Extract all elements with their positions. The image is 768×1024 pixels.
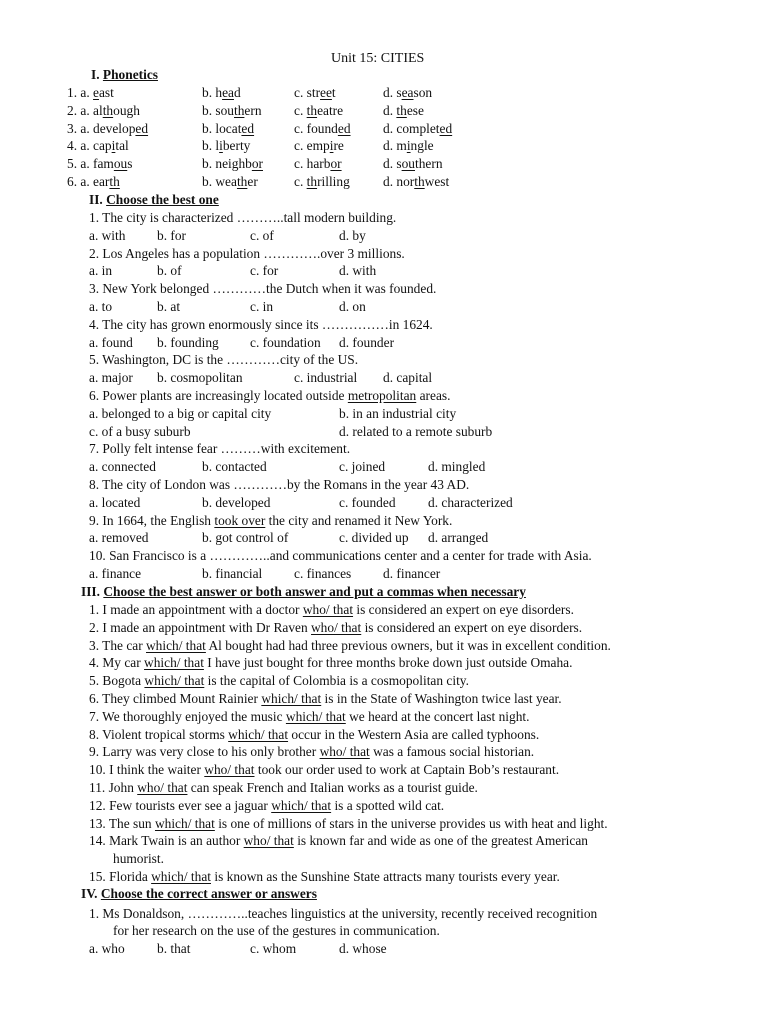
relative-clause-sentence: 11. John who/ that can speak French and Italian works as a tourist guide. (89, 780, 478, 795)
mcq-option: b. contacted (202, 459, 267, 475)
mcq-option: b. at (157, 299, 181, 314)
mcq-option: d. arranged (428, 530, 489, 546)
phonetics-option: b. liberty (202, 138, 251, 154)
mcq-option: a. connected (89, 459, 156, 475)
mcq-question: 5. Washington, DC is the …………city of the US. (89, 352, 359, 368)
phonetics-option: 5. a. famous (67, 156, 133, 172)
relative-clause-sentence: 3. The car which/ that Al bought had had three previous owners, but it was in excellent condition. (89, 637, 611, 653)
phonetics-option: b. located (202, 120, 255, 136)
mcq-option: a. to (89, 299, 113, 314)
mcq-option: a. found (89, 334, 133, 350)
phonetics-option: 2. a. although (67, 102, 140, 118)
phonetics-option: c. street (294, 85, 336, 100)
mcq-question: 6. Power plants are increasingly located outside metropolitan areas. (89, 388, 451, 403)
mcq-option: b. developed (202, 494, 271, 510)
phonetics-option: b. head (202, 85, 241, 100)
phonetics-option: b. weather (202, 174, 258, 189)
mcq-option: c. industrial (294, 370, 358, 386)
mcq-question: 7. Polly felt intense fear ………with excitement. (89, 441, 351, 457)
mcq-question: 9. In 1664, the English took over the city and renamed it New York. (89, 512, 453, 528)
mcq-question: 2. Los Angeles has a population ………….over 3 millions. (89, 245, 405, 261)
mcq-option: d. financer (383, 566, 441, 581)
phonetics-option: b. southern (202, 102, 262, 118)
section-4-heading: IV. Choose the correct answer or answers (81, 886, 317, 901)
mcq-option: a. finance (89, 566, 142, 581)
phonetics-option: 1. a. east (67, 85, 114, 100)
mcq-option: b. of (157, 263, 182, 279)
mcq-question: 1. Ms Donaldson, …………..teaches linguistics at the university, recently received recognition (89, 906, 598, 921)
mcq-option: c. whom (250, 941, 297, 956)
phonetics-option: c. thrilling (294, 174, 350, 189)
relative-clause-sentence: 8. Violent tropical storms which/ that occur in the Western Asia are called typhoons. (89, 726, 540, 742)
section-1-heading: I. Phonetics (91, 67, 158, 82)
relative-clause-sentence: 12. Few tourists ever see a jaguar which/ that is a spotted wild cat. (89, 797, 445, 813)
mcq-option: d. with (339, 263, 377, 279)
mcq-option: d. capital (383, 370, 433, 386)
phonetics-option: d. northwest (383, 174, 450, 189)
mcq-option: b. for (157, 227, 187, 243)
relative-clause-sentence: 15. Florida which/ that is known as the Sunshine State attracts many tourists every year. (89, 869, 560, 884)
relative-clause-sentence: 9. Larry was very close to his only brother who/ that was a famous social historian. (89, 744, 535, 760)
mcq-question: 8. The city of London was …………by the Romans in the year 43 AD. (89, 477, 470, 492)
mcq-option: b. that (157, 941, 191, 956)
mcq-option: a. with (89, 227, 126, 243)
page-title: Unit 15: CITIES (331, 51, 425, 66)
phonetics-option: d. completed (383, 120, 453, 136)
relative-clause-sentence: 14. Mark Twain is an author who/ that is known far and wide as one of the greatest American (89, 833, 588, 849)
mcq-option: d. related to a remote suburb (339, 423, 493, 439)
relative-clause-sentence: 4. My car which/ that I have just bought for three months broke down just outside Omaha. (89, 655, 573, 671)
phonetics-option: c. founded (294, 120, 351, 136)
relative-clause-sentence: 13. The sun which/ that is one of millions of stars in the universe provides us with heat and light. (89, 815, 608, 831)
relative-clause-sentence: 6. They climbed Mount Rainier which/ that is in the State of Washington twice last year. (89, 691, 562, 706)
mcq-option: c. finances (294, 566, 352, 581)
phonetics-option: 6. a. earth (67, 174, 120, 189)
mcq-question: 1. The city is characterized ………..tall modern building. (89, 210, 397, 225)
mcq-option: c. foundation (250, 334, 321, 350)
mcq-option: c. of a busy suburb (89, 423, 191, 439)
mcq-question: 4. The city has grown enormously since its ……………in 1624. (89, 316, 433, 332)
phonetics-option: d. mingle (383, 138, 434, 154)
mcq-option: a. belonged to a big or capital city (89, 405, 272, 421)
phonetics-option: d. these (383, 102, 424, 118)
mcq-option: b. in an industrial city (339, 405, 457, 421)
relative-clause-sentence: 1. I made an appointment with a doctor who/ that is considered an expert on eye disorders. (89, 602, 574, 617)
mcq-option: b. financial (202, 566, 263, 581)
section-3-heading: III. Choose the best answer or both answer and put a commas when necessary (81, 584, 526, 599)
mcq-option: b. got control of (202, 530, 289, 546)
mcq-option: d. mingled (428, 459, 486, 475)
relative-clause-sentence: 5. Bogota which/ that is the capital of Colombia is a cosmopolitan city. (89, 673, 469, 689)
mcq-option: d. whose (339, 941, 387, 956)
mcq-question: 3. New York belonged …………the Dutch when it was founded. (89, 281, 437, 297)
mcq-option: b. founding (157, 334, 219, 350)
relative-clause-sentence: humorist. (113, 851, 164, 867)
mcq-option: c. founded (339, 494, 396, 510)
mcq-option: c. divided up (339, 530, 409, 546)
phonetics-option: c. theatre (294, 102, 344, 118)
mcq-option: c. joined (339, 459, 386, 475)
phonetics-option: 4. a. capital (67, 138, 129, 154)
mcq-option: a. in (89, 263, 113, 279)
mcq-option: a. removed (89, 530, 149, 546)
mcq-option: d. by (339, 227, 366, 243)
mcq-option: a. major (89, 370, 133, 386)
mcq-option: c. for (250, 263, 279, 279)
mcq-option: a. located (89, 494, 141, 510)
mcq-option: c. in (250, 299, 274, 314)
phonetics-option: c. harbor (294, 156, 342, 172)
phonetics-option: c. empire (294, 138, 344, 154)
mcq-option: a. who (89, 941, 125, 956)
relative-clause-sentence: 2. I made an appointment with Dr Raven who/ that is considered an expert on eye disorders. (89, 619, 583, 635)
relative-clause-sentence: 10. I think the waiter who/ that took our order used to work at Captain Bob’s restaurant. (89, 762, 560, 778)
mcq-question: 10. San Francisco is a …………..and communications center and a center for trade with Asia. (89, 548, 592, 564)
mcq-option: d. characterized (428, 494, 513, 510)
phonetics-option: d. season (383, 85, 433, 100)
section-2-heading: II. Choose the best one (89, 192, 219, 207)
phonetics-option: d. southern (383, 156, 443, 172)
phonetics-option: 3. a. developed (67, 120, 149, 136)
mcq-option: d. on (339, 299, 366, 314)
mcq-option: c. of (250, 227, 274, 243)
relative-clause-sentence: 7. We thoroughly enjoyed the music which/ that we heard at the concert last night. (89, 708, 530, 724)
mcq-option: b. cosmopolitan (157, 370, 243, 386)
phonetics-option: b. neighbor (202, 156, 263, 172)
mcq-option: d. founder (339, 334, 395, 350)
mcq-question: for her research on the use of the gestures in communication. (113, 923, 440, 938)
